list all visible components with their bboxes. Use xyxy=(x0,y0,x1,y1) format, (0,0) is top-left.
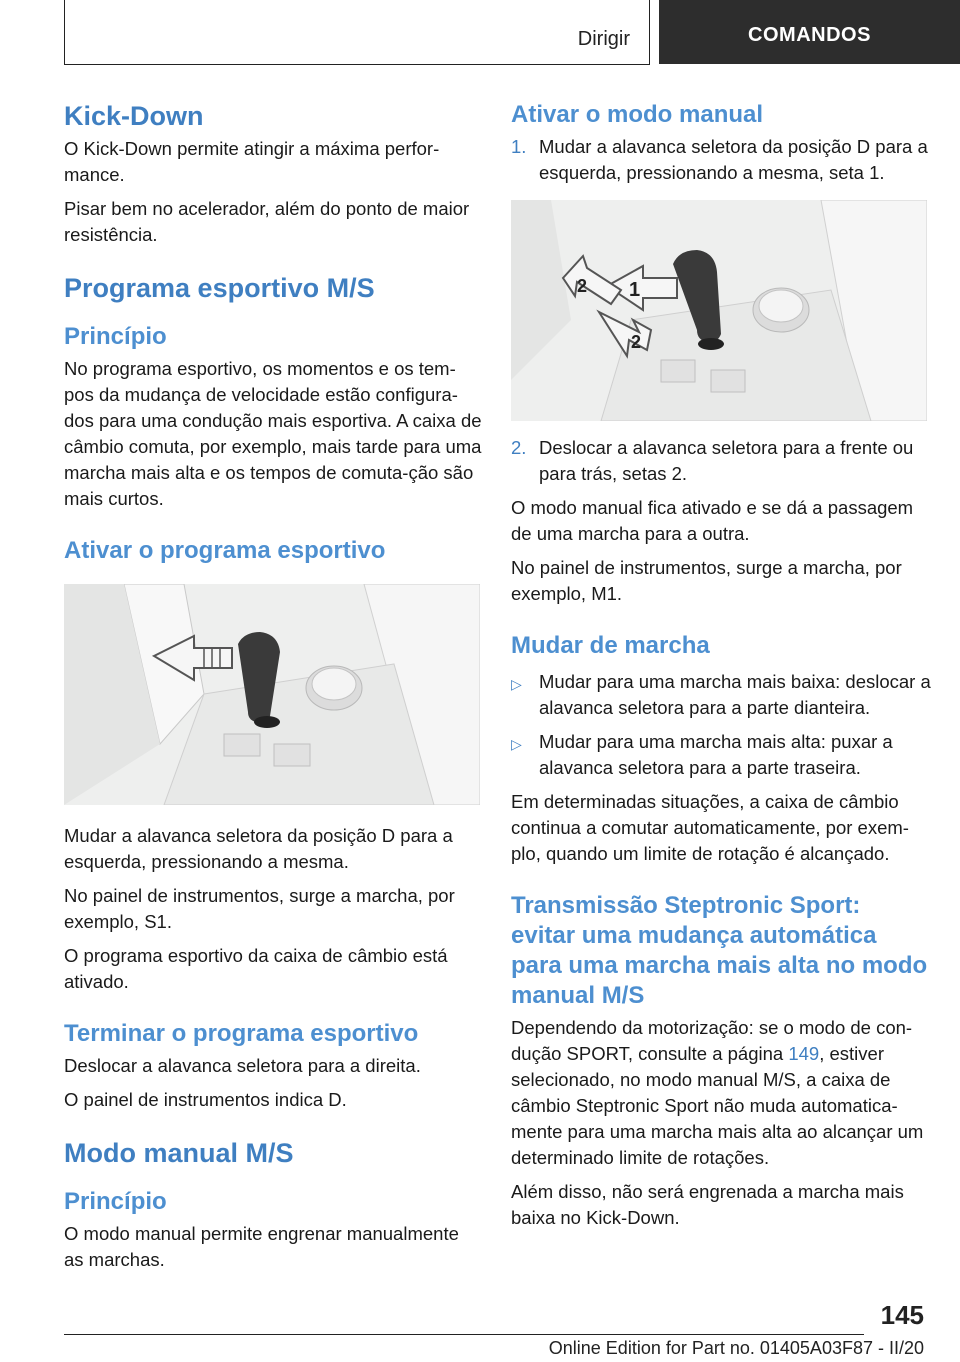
step-text: Deslocar a alavanca seletora para a frente ou para trás, setas 2. xyxy=(539,437,914,484)
triangle-right-outline-icon: ▷ xyxy=(511,676,522,692)
manual-active-paragraph: O modo manual fica ativado e se dá a passagem de uma marcha para a outra. xyxy=(511,497,914,544)
activate-sport-paragraph-2: No painel de instrumentos, surge a marcha, por exemplo, S1. xyxy=(64,885,455,932)
terminate-sport-heading: Terminar o programa esportivo xyxy=(64,1020,419,1047)
manual-principle-paragraph: O modo manual permite engrenar manualmente as marchas. xyxy=(64,1223,459,1270)
terminate-sport-paragraph-2: O painel de instrumentos indica D. xyxy=(64,1089,347,1110)
page-header xyxy=(0,0,960,66)
gear-selector-arrows-illustration xyxy=(511,200,927,421)
step-number: 1. xyxy=(511,136,527,157)
header-bottom-border xyxy=(64,64,650,65)
step-item-1 xyxy=(511,134,931,186)
sport-program-heading: Programa esportivo M/S xyxy=(64,273,375,303)
manual-instrument-paragraph: No painel de instrumentos, surge a marcha, por exemplo, M1. xyxy=(511,557,902,604)
gear-selector-figure-right xyxy=(511,200,927,421)
activate-sport-heading: Ativar o programa esportivo xyxy=(64,537,386,564)
steptronic-paragraph-1 xyxy=(511,1015,931,1171)
page-reference-link[interactable]: 149 xyxy=(788,1043,820,1064)
terminate-sport-paragraph-1: Deslocar a alavanca seletora para a direita. xyxy=(64,1055,421,1076)
header-section-label: Dirigir xyxy=(577,28,630,50)
kickdown-heading: Kick-Down xyxy=(64,101,204,131)
triangle-right-outline-icon: ▷ xyxy=(511,736,522,752)
bullet-text: Mudar para uma marcha mais alta: puxar a alavanca seletora para a parte traseira. xyxy=(539,731,893,778)
step-text: Mudar a alavanca seletora da posição D para a esquerda, pressionando a mesma, seta 1. xyxy=(539,136,928,183)
footer-divider xyxy=(64,1334,864,1335)
activate-manual-heading: Ativar o modo manual xyxy=(511,101,764,128)
left-column xyxy=(64,100,482,1273)
activate-sport-paragraph-3: O programa esportivo da caixa de câmbio está ativado. xyxy=(64,945,448,992)
kickdown-paragraph-2: Pisar bem no acelerador, além do ponto de maior resistência. xyxy=(64,198,470,245)
bullet-item-1 xyxy=(511,669,931,721)
steptronic-heading: Transmissão Steptronic Sport: evitar uma mudança automática para uma marcha mais alta no modo manual M/S xyxy=(511,892,928,1009)
change-gear-paragraph: Em determinadas situações, a caixa de câmbio continua a comutar automaticamente, por exem-plo, quando um limite de rotação é alcançado. xyxy=(511,791,909,864)
bullet-item-2 xyxy=(511,729,931,781)
step-item-2 xyxy=(511,435,931,487)
change-gear-heading: Mudar de marcha xyxy=(511,632,710,659)
page-number: 145 xyxy=(880,1300,924,1330)
header-chapter-tab[interactable]: COMANDOS xyxy=(659,0,960,64)
right-column xyxy=(511,100,931,1231)
step-number: 2. xyxy=(511,437,527,458)
principle-paragraph: No programa esportivo, os momentos e os tem-pos da mudança de velocidade estão configura-dos para uma condução mais esportiva. A caixa de câmbio comuta, por exemplo, mais tarde para uma marcha mais alta e os tempos de comuta-ção são mais curtos. xyxy=(64,358,482,509)
arrow-2a-label: 2 xyxy=(577,276,588,296)
gear-selector-illustration xyxy=(64,584,480,805)
activate-sport-paragraph-1: Mudar a alavanca seletora da posição D para a esquerda, pressionando a mesma. xyxy=(64,825,453,872)
gear-selector-figure-left xyxy=(64,584,480,805)
steptronic-paragraph-2: Além disso, não será engrenada a marcha mais baixa no Kick-Down. xyxy=(511,1181,904,1228)
header-separator xyxy=(649,0,650,64)
steptronic-text-a: Dependendo da motorização: se o modo de con-dução SPORT, consulte a página xyxy=(511,1017,913,1064)
principle-heading: Princípio xyxy=(64,323,167,350)
bullet-text: Mudar para uma marcha mais baixa: deslocar a alavanca seletora para a parte dianteira. xyxy=(539,671,931,718)
manual-principle-heading: Princípio xyxy=(64,1188,167,1215)
header-left-border xyxy=(64,0,65,64)
manual-mode-heading: Modo manual M/S xyxy=(64,1138,294,1168)
footer-edition: Online Edition for Part no. 01405A03F87 - II/20 xyxy=(548,1338,924,1358)
kickdown-paragraph-1: O Kick-Down permite atingir a máxima perfor-mance. xyxy=(64,138,440,185)
arrow-1-label: 1 xyxy=(629,279,641,301)
steptronic-text-b: , estiver selecionado, no modo manual M/S, a caixa de câmbio Steptronic Sport não muda automatica-mente para uma marcha mais alta ao alcançar um determinado limite de rotações. xyxy=(511,1043,924,1168)
arrow-2b-label: 2 xyxy=(631,332,642,352)
